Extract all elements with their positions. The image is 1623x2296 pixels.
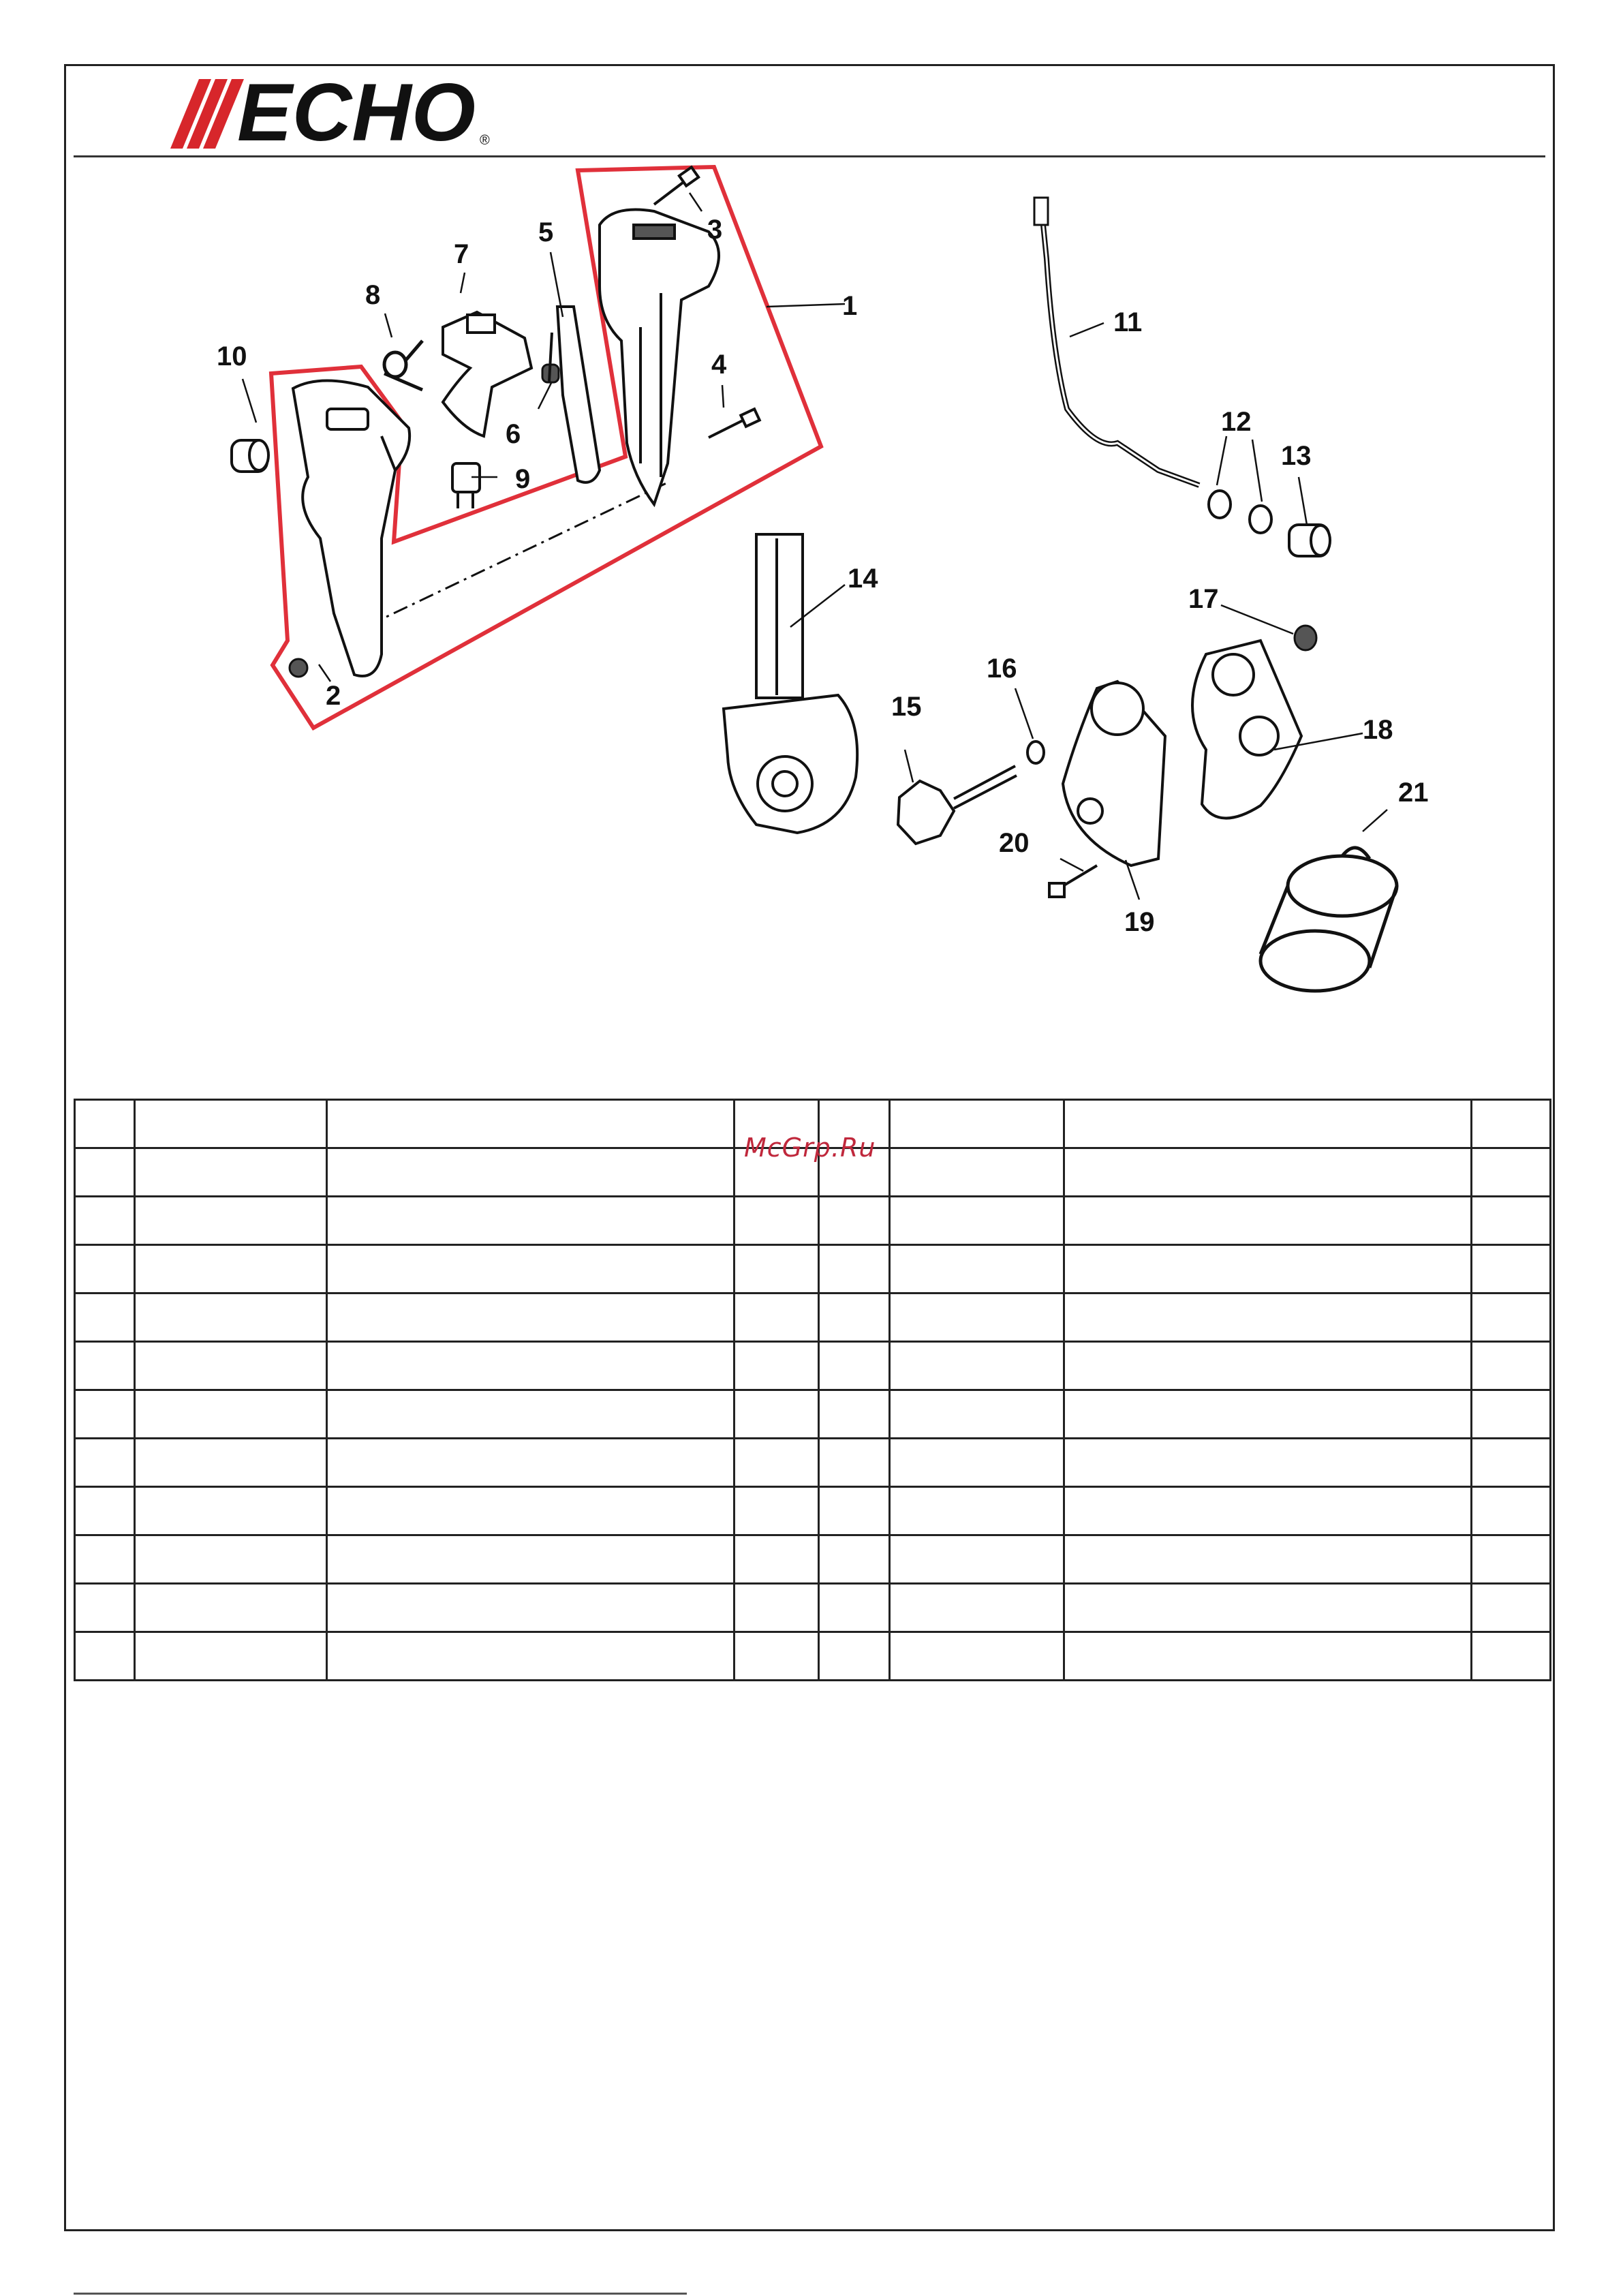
parts-table	[74, 1099, 1551, 1681]
table-cell	[75, 1632, 135, 1681]
table-row	[75, 1342, 1551, 1390]
table-cell	[735, 1487, 819, 1535]
table-cell	[135, 1148, 327, 1197]
callout-11: 11	[1113, 307, 1143, 337]
table-cell	[1064, 1342, 1472, 1390]
table-cell	[135, 1342, 327, 1390]
table-cell	[327, 1535, 735, 1584]
table-row	[75, 1584, 1551, 1632]
nut-part-2	[290, 659, 307, 677]
table-cell	[75, 1294, 135, 1342]
table-cell	[135, 1390, 327, 1439]
table-cell	[75, 1100, 135, 1148]
callout-6: 6	[506, 419, 521, 449]
table-row	[75, 1197, 1551, 1245]
callout-2: 2	[326, 681, 341, 711]
logo-wordmark: ECHO	[237, 74, 476, 150]
clamp-sleeve-part-21	[1261, 848, 1397, 991]
table-cell	[819, 1584, 890, 1632]
callout-20: 20	[999, 828, 1030, 858]
table-cell	[327, 1390, 735, 1439]
table-cell	[135, 1535, 327, 1584]
switch-part-9	[452, 463, 480, 508]
logo-trademark: ®	[480, 133, 490, 148]
table-cell	[819, 1632, 890, 1681]
table-cell	[735, 1245, 819, 1294]
callout-4: 4	[711, 350, 727, 380]
callout-10: 10	[217, 341, 247, 371]
table-cell	[1064, 1487, 1472, 1535]
table-cell	[819, 1197, 890, 1245]
callout-9: 9	[515, 464, 531, 494]
table-cell	[135, 1197, 327, 1245]
table-cell	[1472, 1535, 1551, 1584]
table-cell	[135, 1245, 327, 1294]
table-cell	[819, 1487, 890, 1535]
bolt-part-4	[709, 409, 760, 438]
table-cell	[735, 1342, 819, 1390]
washer-part-16	[1027, 741, 1044, 763]
table-cell	[327, 1245, 735, 1294]
throttle-cable-part-11	[1034, 198, 1199, 485]
table-cell	[735, 1197, 819, 1245]
callout-16: 16	[987, 654, 1017, 684]
callout-7: 7	[454, 239, 469, 269]
rear-grip	[293, 380, 409, 676]
table-cell	[327, 1100, 735, 1148]
table-cell	[327, 1294, 735, 1342]
table-cell	[1064, 1535, 1472, 1584]
table-row	[75, 1294, 1551, 1342]
table-cell	[327, 1197, 735, 1245]
table-cell	[1472, 1100, 1551, 1148]
table-cell	[1064, 1390, 1472, 1439]
table-cell	[135, 1294, 327, 1342]
table-cell	[735, 1535, 819, 1584]
table-cell	[75, 1390, 135, 1439]
table-cell	[1472, 1148, 1551, 1197]
footer-rule	[74, 2293, 687, 2295]
callout-14: 14	[848, 564, 878, 594]
table-row	[75, 1535, 1551, 1584]
table-cell	[1472, 1197, 1551, 1245]
callout-15: 15	[891, 692, 922, 722]
table-cell	[1064, 1197, 1472, 1245]
callout-8: 8	[365, 280, 381, 310]
table-cell	[819, 1294, 890, 1342]
table-cell	[1064, 1294, 1472, 1342]
callout-13: 13	[1281, 441, 1312, 471]
table-cell	[75, 1487, 135, 1535]
cap-part-13	[1289, 525, 1330, 556]
table-cell	[819, 1245, 890, 1294]
table-cell	[890, 1439, 1064, 1487]
table-cell	[819, 1535, 890, 1584]
table-cell	[1472, 1294, 1551, 1342]
table-cell	[1064, 1584, 1472, 1632]
table-cell	[819, 1390, 890, 1439]
table-cell	[819, 1439, 890, 1487]
watermark: McGrp.Ru	[744, 1133, 876, 1163]
table-cell	[1472, 1342, 1551, 1390]
table-cell	[75, 1535, 135, 1584]
table-cell	[1472, 1439, 1551, 1487]
table-cell	[135, 1439, 327, 1487]
table-cell	[135, 1487, 327, 1535]
table-cell	[735, 1632, 819, 1681]
callout-19: 19	[1124, 907, 1155, 937]
cap-part-10	[232, 440, 268, 472]
screw-part-20	[1049, 866, 1097, 897]
parts-table-body	[75, 1100, 1551, 1681]
table-row	[75, 1487, 1551, 1535]
table-cell	[1472, 1487, 1551, 1535]
callout-17: 17	[1188, 584, 1219, 614]
table-cell	[75, 1584, 135, 1632]
table-cell	[735, 1439, 819, 1487]
table-cell	[1472, 1245, 1551, 1294]
table-cell	[1472, 1632, 1551, 1681]
callout-21: 21	[1398, 778, 1429, 808]
table-cell	[75, 1245, 135, 1294]
table-cell	[1064, 1245, 1472, 1294]
table-cell	[890, 1197, 1064, 1245]
table-cell	[735, 1390, 819, 1439]
table-cell	[1064, 1439, 1472, 1487]
callout-1: 1	[842, 291, 858, 321]
table-cell	[890, 1390, 1064, 1439]
table-cell	[327, 1584, 735, 1632]
table-cell	[890, 1342, 1064, 1390]
table-cell	[75, 1148, 135, 1197]
screw-part-3	[654, 167, 698, 204]
table-cell	[327, 1632, 735, 1681]
table-cell	[135, 1632, 327, 1681]
table-cell	[327, 1148, 735, 1197]
table-row	[75, 1390, 1551, 1439]
callout-5: 5	[538, 217, 554, 247]
torsion-spring-part-8	[384, 341, 422, 390]
table-cell	[327, 1487, 735, 1535]
table-cell	[735, 1294, 819, 1342]
table-cell	[135, 1100, 327, 1148]
table-cell	[735, 1584, 819, 1632]
table-cell	[1472, 1390, 1551, 1439]
table-cell	[819, 1342, 890, 1390]
table-cell	[890, 1148, 1064, 1197]
table-cell	[890, 1100, 1064, 1148]
exploded-parts-diagram	[0, 0, 1623, 1063]
clamp-lower-part-19	[1063, 682, 1165, 866]
table-cell	[75, 1439, 135, 1487]
table-cell	[135, 1584, 327, 1632]
lever-part-5	[549, 307, 600, 483]
table-cell	[1472, 1584, 1551, 1632]
table-cell	[890, 1535, 1064, 1584]
callout-18: 18	[1363, 715, 1393, 745]
clamp-upper-part-18	[1192, 641, 1301, 818]
callout-12: 12	[1221, 407, 1252, 437]
table-cell	[890, 1632, 1064, 1681]
table-cell	[890, 1487, 1064, 1535]
callout-3: 3	[707, 215, 723, 245]
table-cell	[327, 1342, 735, 1390]
table-cell	[327, 1439, 735, 1487]
nut-part-17	[1295, 626, 1316, 650]
throttle-trigger-part-7	[443, 312, 531, 436]
table-cell	[1064, 1632, 1472, 1681]
table-row	[75, 1245, 1551, 1294]
table-cell	[890, 1584, 1064, 1632]
handle-bracket-part-14	[724, 534, 857, 833]
table-cell	[75, 1197, 135, 1245]
table-cell	[1064, 1100, 1472, 1148]
table-row	[75, 1439, 1551, 1487]
table-row	[75, 1632, 1551, 1681]
table-cell	[890, 1245, 1064, 1294]
table-cell	[1064, 1148, 1472, 1197]
table-cell	[75, 1342, 135, 1390]
table-cell	[890, 1294, 1064, 1342]
